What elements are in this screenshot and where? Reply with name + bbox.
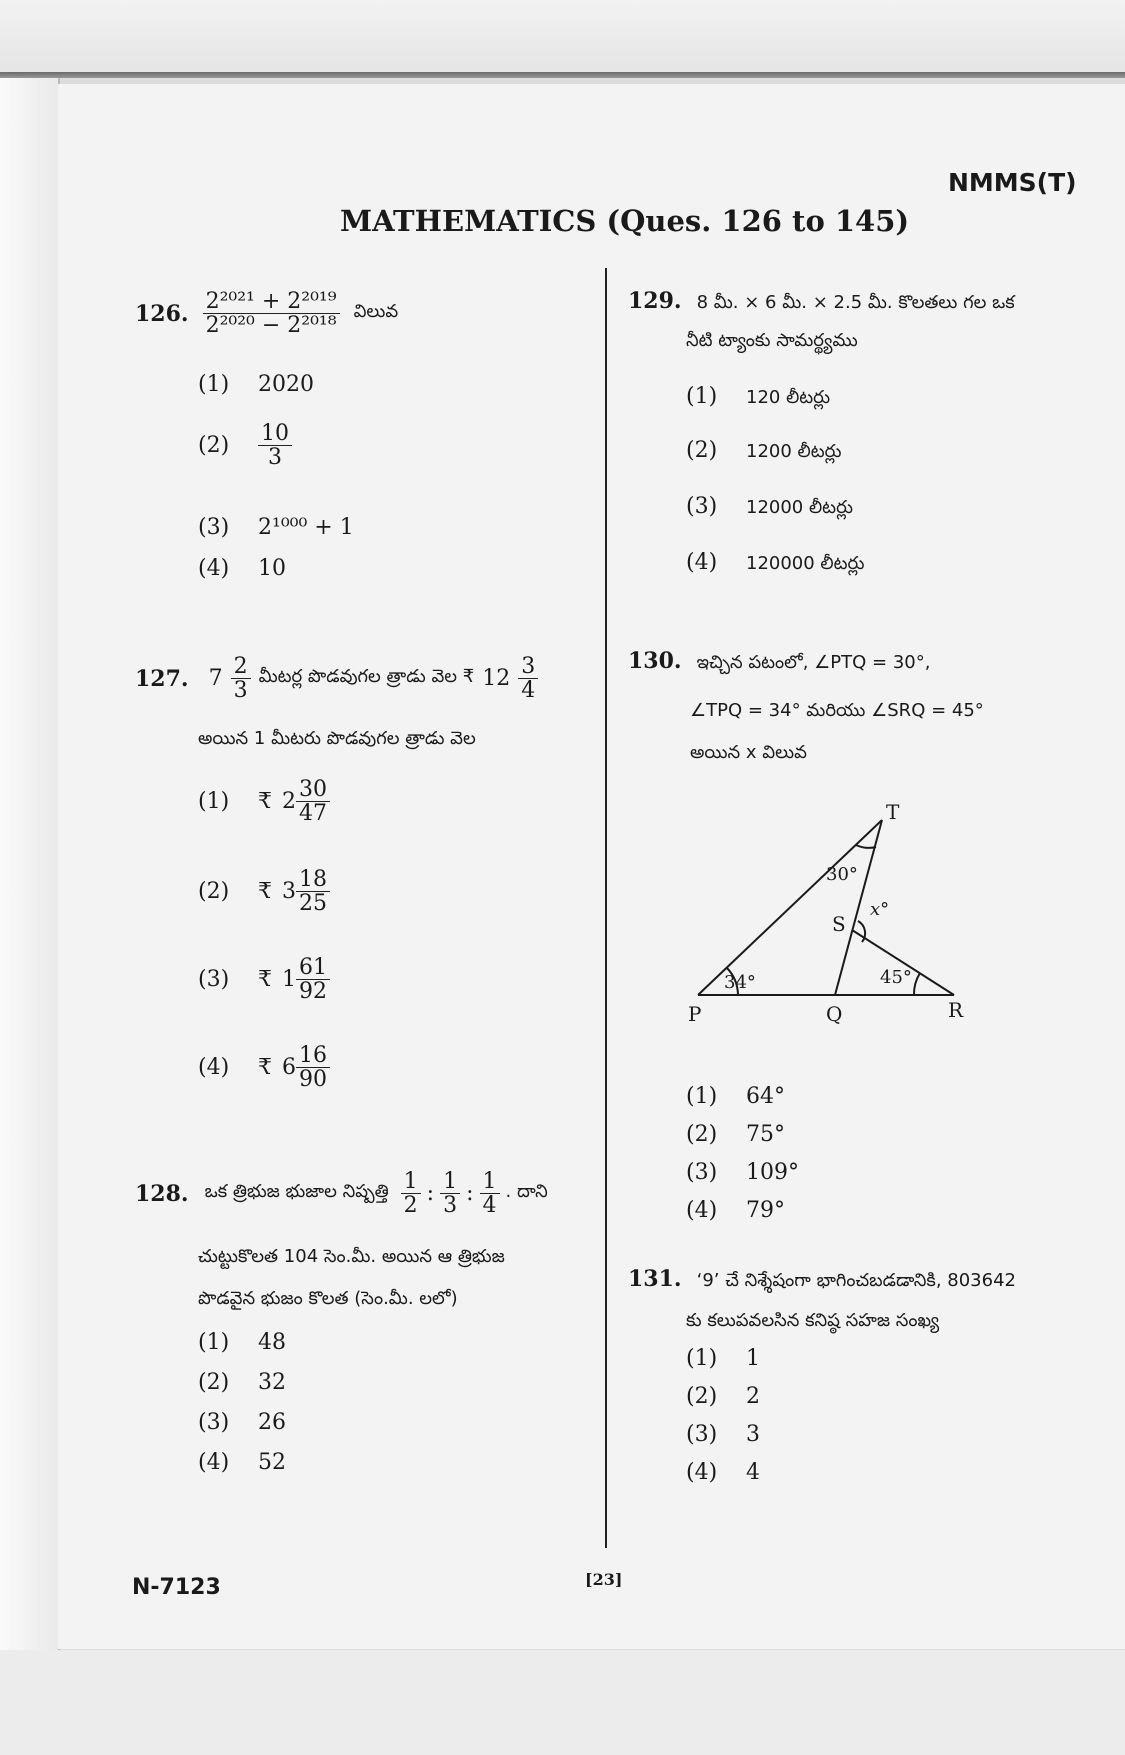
ratio-fraction: $\frac{1}{2}$ [401, 1170, 421, 1217]
option-127-1[interactable]: (1) ₹ 2 $\frac{30}{47}$ [198, 778, 330, 825]
question-text: 8 మీ. × 6 మీ. × 2.5 మీ. కొలతలు గల ఒక [696, 292, 1015, 313]
question-text-line: నీటి ట్యాంకు సామర్థ్యము [686, 330, 858, 351]
question-text-line: పొడవైన భుజం కొలత (సెం.మీ. లలో) [198, 1288, 458, 1309]
question-text-line: కు కలుపవలసిన కనిష్ఠ సహజ సంఖ్య [686, 1310, 940, 1331]
option-129-3[interactable]: (3) 12000 లీటర్లు [686, 494, 853, 519]
question-text: మీటర్ల పొడవుగల త్రాడు వెల ₹ [258, 666, 475, 688]
left-page-margin [0, 78, 60, 1653]
question-number: 127. [135, 665, 189, 692]
option-127-2[interactable]: (2) ₹ 3 $\frac{18}{25}$ [198, 868, 330, 915]
question-number: 128. [135, 1180, 189, 1207]
option-131-2[interactable]: (2) 2 [686, 1384, 760, 1409]
mixed-fraction: $\frac{2}{3}$ [231, 655, 251, 702]
angle-30: 30° [826, 864, 858, 885]
label-Q: Q [826, 1002, 843, 1026]
column-divider [605, 268, 607, 1548]
option-126-4[interactable]: (4) 10 [198, 556, 286, 581]
ratio-fraction: $\frac{1}{4}$ [480, 1170, 500, 1217]
question-text: విలువ [353, 301, 399, 323]
angle-45: 45° [880, 967, 912, 988]
question-128: 128. ఒక త్రిభుజ భుజాల నిష్పత్తి $\frac{1}{2}$ : $\frac{1}{3}$ : $\frac{1}{4}$ . దాని [135, 1169, 548, 1219]
option-130-3[interactable]: (3) 109° [686, 1160, 799, 1185]
option-fraction: $\frac{30}{47}$ [296, 778, 330, 825]
expression-fraction [203, 290, 340, 337]
page-number: [23] [585, 1570, 623, 1589]
question-number: 130. [628, 648, 682, 674]
option-128-1[interactable]: (1) 48 [198, 1330, 286, 1355]
section-title: MATHEMATICS (Ques. 126 to 145) [340, 204, 910, 238]
option-128-2[interactable]: (2) 32 [198, 1370, 286, 1395]
question-130 [628, 648, 930, 677]
booklet-code: N-7123 [132, 1575, 221, 1600]
question-number: 131. [628, 1266, 682, 1292]
question-text-line: అయిన x విలువ [690, 742, 807, 763]
option-127-4[interactable]: (4) ₹ 6 $\frac{16}{90}$ [198, 1044, 330, 1091]
option-126-1[interactable]: (1) 2020 [198, 372, 314, 397]
option-126-2[interactable]: (2) $\frac{10}{3}$ [198, 422, 292, 469]
ratio-fraction: $\frac{1}{3}$ [440, 1170, 460, 1217]
option-131-3[interactable]: (3) 3 [686, 1422, 760, 1447]
question-127: 127. 7 $\frac{2}{3}$ మీటర్ల పొడవుగల త్రాడు వెల ₹ 12 $\frac{3}{4}$ [135, 655, 538, 702]
option-fraction: $\frac{61}{92}$ [296, 956, 330, 1003]
question-number: 129. [628, 288, 682, 314]
option-130-1[interactable]: (1) 64° [686, 1084, 785, 1109]
label-S: S [832, 912, 846, 936]
option-126-3[interactable]: (3) 2¹⁰⁰⁰ + 1 [198, 515, 354, 540]
page-edge-shadow [0, 72, 1125, 78]
label-R: R [948, 998, 964, 1022]
option-129-1[interactable]: (1) 120 లీటర్లు [686, 384, 831, 409]
option-fraction: $\frac{16}{90}$ [296, 1044, 330, 1091]
option-130-2[interactable]: (2) 75° [686, 1122, 785, 1147]
option-127-3[interactable]: (3) ₹ 1 $\frac{61}{92}$ [198, 956, 330, 1003]
question-text: ఇచ్చిన పటంలో, ∠PTQ = 30°, [696, 652, 931, 673]
mixed-fraction: $\frac{3}{4}$ [518, 655, 538, 702]
option-129-2[interactable]: (2) 1200 లీటర్లు [686, 438, 842, 463]
question-number: 126. [135, 300, 189, 327]
angle-34: 34° [724, 972, 756, 993]
question-text: ఒక త్రిభుజ భుజాల నిష్పత్తి [204, 1181, 389, 1203]
numerator: 2²⁰²¹ + 2²⁰¹⁹ [203, 290, 340, 314]
denominator: 2²⁰²⁰ − 2²⁰¹⁸ [205, 313, 337, 339]
option-131-4[interactable]: (4) 4 [686, 1460, 760, 1485]
label-P: P [688, 1002, 702, 1026]
triangle-figure [680, 795, 980, 1035]
question-text-line: చుట్టుకొలత 104 సెం.మీ. అయిన ఆ త్రిభుజ [198, 1246, 505, 1267]
top-page-edge [0, 0, 1125, 78]
option-fraction: $\frac{18}{25}$ [296, 868, 330, 915]
option-fraction: $\frac{10}{3}$ [258, 422, 292, 469]
question-126 [135, 290, 398, 337]
option-128-4[interactable]: (4) 52 [198, 1450, 286, 1475]
bottom-page-margin [0, 1650, 1125, 1755]
question-text: ‘9’ చే నిశ్శేషంగా భాగించబడడానికి, 803642 [696, 1270, 1016, 1291]
option-131-1[interactable]: (1) 1 [686, 1346, 760, 1371]
option-130-4[interactable]: (4) 79° [686, 1198, 785, 1223]
paper-code: NMMS(T) [948, 168, 1077, 197]
label-T: T [886, 800, 900, 824]
option-129-4[interactable]: (4) 120000 లీటర్లు [686, 550, 865, 575]
question-129 [628, 288, 1015, 317]
question-text-line: ∠TPQ = 34° మరియు ∠SRQ = 45° [690, 700, 984, 721]
option-128-3[interactable]: (3) 26 [198, 1410, 286, 1435]
angle-x: x° [870, 899, 890, 920]
question-text-line: అయిన 1 మీటరు పొడవుగల త్రాడు వెల [198, 728, 476, 749]
question-131 [628, 1266, 1016, 1295]
